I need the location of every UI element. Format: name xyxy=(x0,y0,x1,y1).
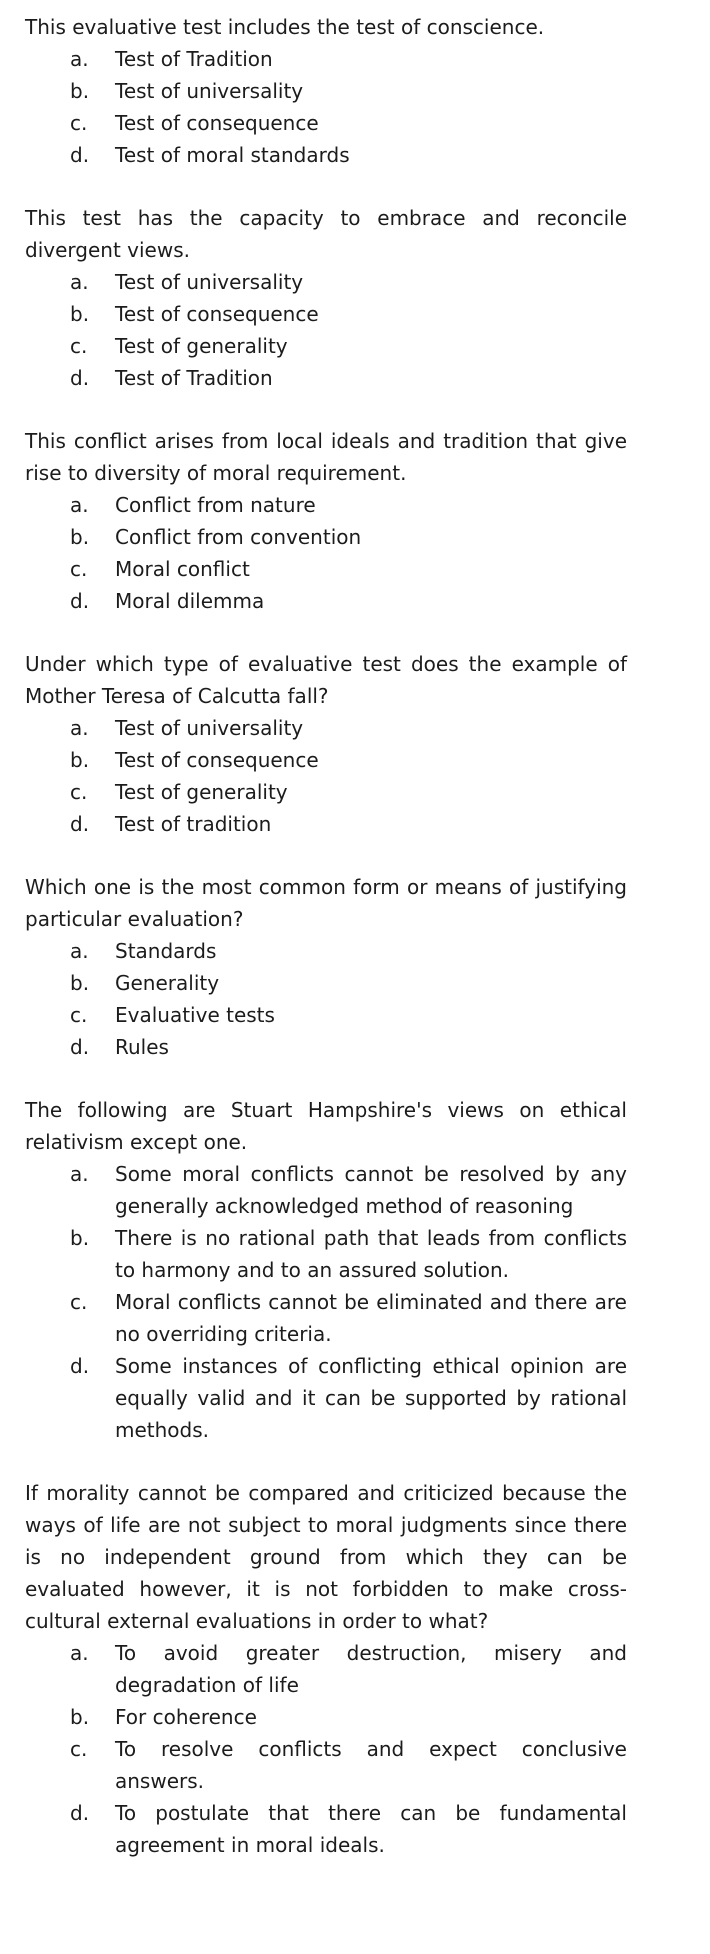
option-letter: d. xyxy=(70,1035,90,1059)
option-text: Conflict from convention xyxy=(115,525,362,549)
option-letter: b. xyxy=(70,971,90,995)
option-letter: d. xyxy=(70,366,90,390)
option-letter: a. xyxy=(70,493,89,517)
option-text: Conflict from nature xyxy=(115,493,316,517)
option-list xyxy=(25,266,627,394)
option-letter: c. xyxy=(70,1737,88,1761)
option-c xyxy=(25,330,627,362)
option-d xyxy=(25,139,627,171)
option-letter: a. xyxy=(70,47,89,71)
option-letter: a. xyxy=(70,1641,89,1665)
option-letter: d. xyxy=(70,1354,90,1378)
option-text: Test of universality xyxy=(115,79,304,103)
option-letter: a. xyxy=(70,716,89,740)
option-text: Test of generality xyxy=(115,780,288,804)
question-5 xyxy=(25,871,627,1063)
option-letter: c. xyxy=(70,1003,88,1027)
option-text: For coherence xyxy=(115,1705,257,1729)
option-letter: a. xyxy=(70,1162,89,1186)
question-1 xyxy=(25,11,627,171)
option-c xyxy=(25,776,627,808)
option-d xyxy=(25,1031,627,1063)
option-letter: d. xyxy=(70,812,90,836)
option-letter: b. xyxy=(70,525,90,549)
option-text: Moral conflict xyxy=(115,557,250,581)
option-d xyxy=(25,585,627,617)
option-b xyxy=(25,298,627,330)
option-text: Some instances of conflicting ethical opinion are equally valid and it can be supported by rational methods. xyxy=(115,1354,627,1442)
question-7 xyxy=(25,1477,627,1861)
option-text: To avoid greater destruction, misery and degradation of life xyxy=(115,1641,627,1697)
option-c xyxy=(25,999,627,1031)
question-stem: This test has the capacity to embrace and reconcile divergent views. xyxy=(25,206,627,262)
option-text: Some moral conflicts cannot be resolved by any generally acknowledged method of reasoning xyxy=(115,1162,627,1218)
option-text: Standards xyxy=(115,939,217,963)
option-letter: c. xyxy=(70,334,88,358)
option-a xyxy=(25,266,627,298)
option-text: Evaluative tests xyxy=(115,1003,275,1027)
option-c xyxy=(25,1286,627,1350)
option-text: Moral dilemma xyxy=(115,589,265,613)
option-text: Test of consequence xyxy=(115,302,319,326)
option-a xyxy=(25,1158,627,1222)
question-stem: The following are Stuart Hampshire's views on ethical relativism except one. xyxy=(25,1098,627,1154)
option-letter: b. xyxy=(70,748,90,772)
option-letter: b. xyxy=(70,1226,90,1250)
option-letter: b. xyxy=(70,79,90,103)
option-list xyxy=(25,1637,627,1861)
option-letter: b. xyxy=(70,302,90,326)
option-text: Test of Tradition xyxy=(115,366,273,390)
question-stem: Under which type of evaluative test does the example of Mother Teresa of Calcutta fall? xyxy=(25,652,627,708)
option-letter: a. xyxy=(70,270,89,294)
option-text: Test of universality xyxy=(115,270,304,294)
option-letter: c. xyxy=(70,557,88,581)
option-b xyxy=(25,744,627,776)
option-a xyxy=(25,489,627,521)
option-letter: a. xyxy=(70,939,89,963)
option-b xyxy=(25,521,627,553)
option-list xyxy=(25,43,627,171)
option-list xyxy=(25,1158,627,1446)
option-text: Test of consequence xyxy=(115,111,319,135)
option-a xyxy=(25,935,627,967)
option-text: Rules xyxy=(115,1035,169,1059)
option-b xyxy=(25,75,627,107)
option-text: Test of tradition xyxy=(115,812,272,836)
option-text: To resolve conflicts and expect conclusive answers. xyxy=(115,1737,627,1793)
option-a xyxy=(25,712,627,744)
option-text: Moral conflicts cannot be eliminated and there are no overriding criteria. xyxy=(115,1290,627,1346)
option-c xyxy=(25,1733,627,1797)
option-a xyxy=(25,1637,627,1701)
option-text: There is no rational path that leads from conflicts to harmony and to an assured solution. xyxy=(115,1226,627,1282)
option-letter: c. xyxy=(70,111,88,135)
option-letter: d. xyxy=(70,589,90,613)
question-6 xyxy=(25,1094,627,1446)
option-b xyxy=(25,1222,627,1286)
option-a xyxy=(25,43,627,75)
question-4 xyxy=(25,648,627,840)
option-list xyxy=(25,712,627,840)
option-letter: d. xyxy=(70,143,90,167)
option-b xyxy=(25,967,627,999)
option-letter: c. xyxy=(70,1290,88,1314)
option-text: Test of moral standards xyxy=(115,143,350,167)
option-c xyxy=(25,107,627,139)
option-text: Test of Tradition xyxy=(115,47,273,71)
option-b xyxy=(25,1701,627,1733)
question-2 xyxy=(25,202,627,394)
option-d xyxy=(25,1797,627,1861)
option-letter: d. xyxy=(70,1801,90,1825)
option-text: To postulate that there can be fundamental agreement in moral ideals. xyxy=(115,1801,627,1857)
option-list xyxy=(25,489,627,617)
option-d xyxy=(25,1350,627,1446)
option-text: Test of consequence xyxy=(115,748,319,772)
option-text: Generality xyxy=(115,971,220,995)
option-d xyxy=(25,362,627,394)
option-text: Test of generality xyxy=(115,334,288,358)
question-stem: If morality cannot be compared and criticized because the ways of life are not subject to moral judgments since there is no independent ground from which they can be evaluated however, it is not forbidden to make cross-cultural external evaluations in order to what? xyxy=(25,1481,627,1633)
question-3 xyxy=(25,425,627,617)
question-stem: Which one is the most common form or means of justifying particular evaluation? xyxy=(25,875,627,931)
option-c xyxy=(25,553,627,585)
question-stem: This conflict arises from local ideals and tradition that give rise to diversity of moral requirement. xyxy=(25,429,627,485)
question-stem: This evaluative test includes the test of conscience. xyxy=(25,15,545,39)
option-letter: b. xyxy=(70,1705,90,1729)
option-letter: c. xyxy=(70,780,88,804)
option-text: Test of universality xyxy=(115,716,304,740)
option-list xyxy=(25,935,627,1063)
option-d xyxy=(25,808,627,840)
